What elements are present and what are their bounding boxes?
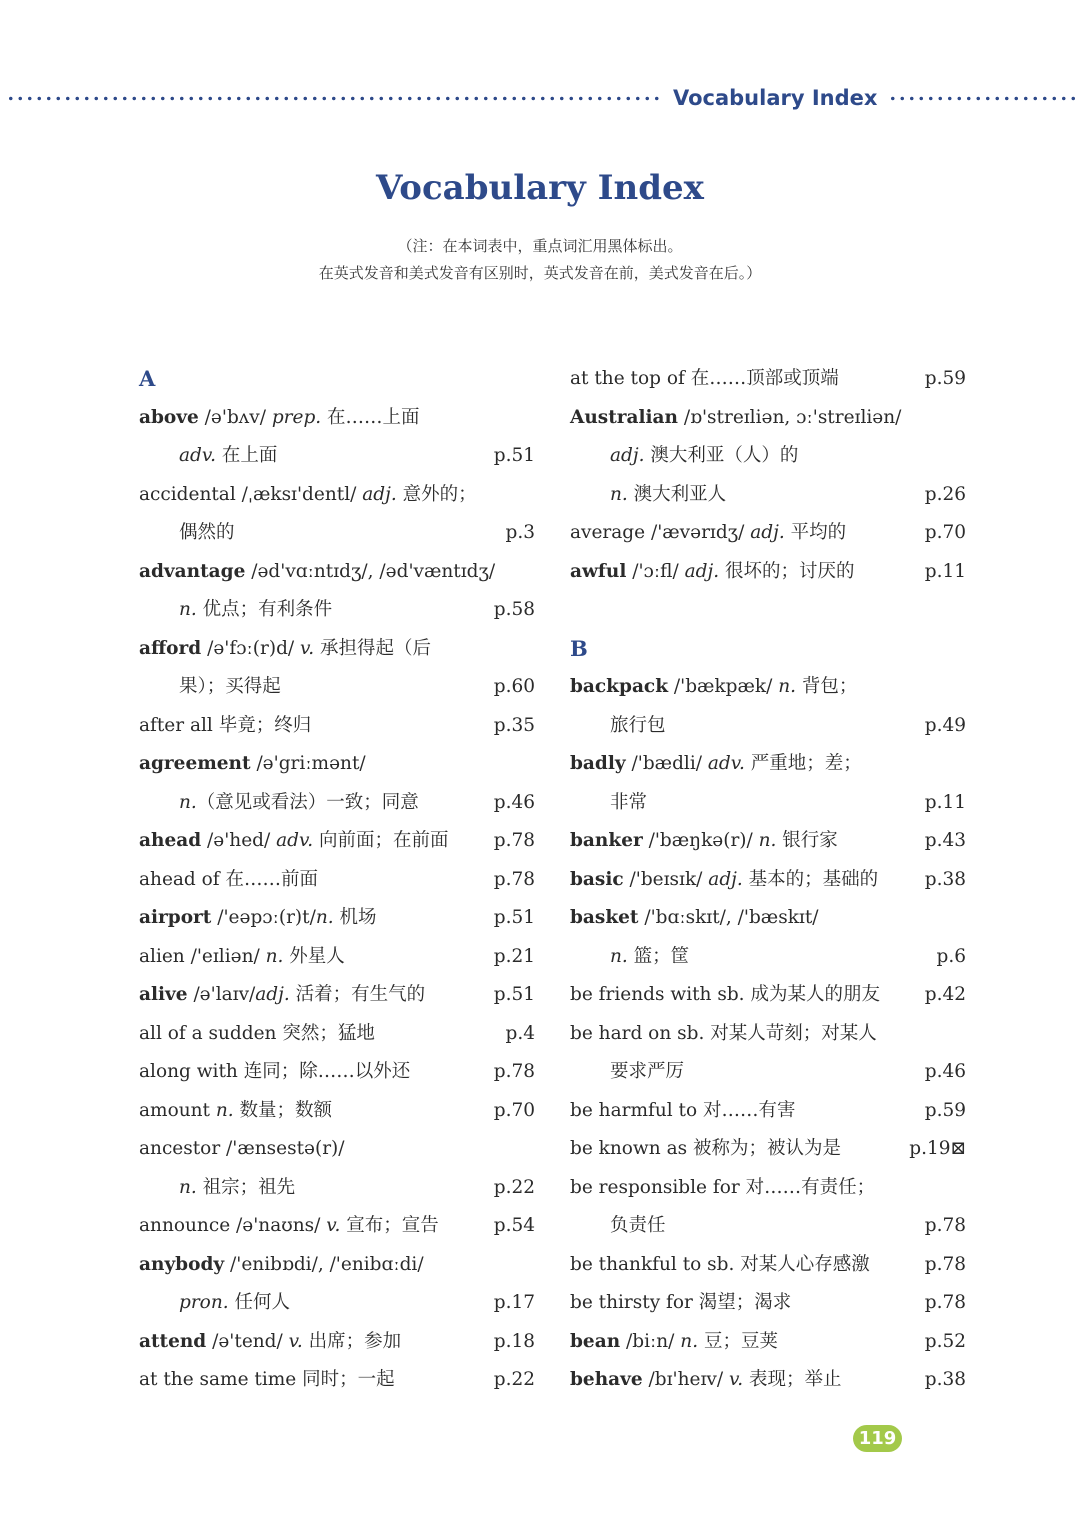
entry-line — [570, 399, 966, 438]
headword: ahead — [139, 830, 202, 851]
entry-text — [570, 1207, 666, 1246]
entry-text — [570, 437, 798, 476]
entry-text — [139, 976, 425, 1015]
entry-text — [570, 1130, 841, 1169]
entry-continuation — [570, 784, 966, 823]
section-letter-text: B — [570, 635, 588, 661]
phonetic: /'ævərɪdʒ/ — [645, 522, 751, 543]
page-reference: p.19⊠ — [909, 1138, 966, 1159]
entry-line — [570, 861, 966, 900]
definition: 在……顶部或顶端 — [684, 368, 839, 389]
phonetic: /əd'vɑːntɪdʒ/, /əd'væntɪdʒ/ — [245, 560, 496, 582]
phonetic: /'beɪsɪk/ — [623, 868, 709, 890]
definition: 祖宗；祖先 — [196, 1176, 296, 1198]
page-reference: p.26 — [924, 483, 966, 505]
phonetic: /ˌæksɪ'dentl/ — [235, 483, 363, 505]
entry-text — [570, 514, 846, 553]
definition: 澳大利亚人 — [627, 483, 727, 505]
entry-text — [139, 514, 235, 553]
entry-text — [139, 822, 449, 861]
entry-text — [139, 861, 318, 900]
headword: all of a sudden — [139, 1022, 277, 1044]
headword: afford — [139, 637, 202, 659]
page-reference: p.11 — [924, 791, 966, 813]
entry-text — [570, 1246, 870, 1285]
part-of-speech: v. — [728, 1369, 744, 1390]
page-reference: p.46 — [924, 1061, 966, 1082]
phonetic: /ə'hed/ — [201, 830, 277, 851]
entry-line — [570, 514, 966, 553]
page-reference: p.78 — [924, 1292, 966, 1313]
page-reference: p.35 — [493, 714, 535, 736]
page-reference: p.54 — [493, 1215, 535, 1236]
page-reference: p.43 — [924, 830, 966, 851]
entry-continuation — [570, 476, 966, 515]
page-reference: p.51 — [493, 984, 535, 1005]
definition: （意见或看法）一致；同意 — [196, 791, 419, 813]
entry-line — [139, 1323, 535, 1362]
page-reference: p.38 — [924, 868, 966, 890]
entry-text — [139, 1092, 332, 1131]
definition: 要求严厉 — [610, 1061, 685, 1082]
entry-continuation — [139, 1169, 535, 1208]
headword: ahead of — [139, 868, 220, 890]
index-column-left — [139, 360, 535, 1400]
definition: 平均的 — [784, 522, 847, 543]
entry-continuation — [139, 437, 535, 476]
definition: 连同；除……以外还 — [237, 1061, 411, 1082]
part-of-speech: v. — [326, 1215, 341, 1236]
definition: 对……有害 — [697, 1099, 796, 1121]
definition: 很坏的；讨厌的 — [719, 560, 855, 582]
definition: 外星人 — [283, 945, 345, 967]
entry-text — [570, 1284, 791, 1323]
page-reference: p.22 — [493, 1176, 535, 1198]
entry-line — [139, 1207, 535, 1246]
entry-line — [139, 1015, 535, 1054]
entry-text — [570, 899, 819, 938]
entry-text — [570, 553, 855, 592]
phonetic: /'ɔːfl/ — [626, 560, 685, 582]
entry-line — [139, 1130, 535, 1169]
definition: 同时；一起 — [296, 1369, 395, 1390]
phonetic: /'ænsestə(r)/ — [220, 1138, 345, 1159]
section-letter — [139, 360, 535, 399]
entry-continuation — [139, 514, 535, 553]
part-of-speech: n. — [265, 945, 284, 967]
blank-line — [570, 591, 966, 630]
entry-continuation — [139, 784, 535, 823]
part-of-speech: adj. — [362, 483, 397, 505]
page-reference: p.21 — [493, 945, 535, 967]
entry-text — [570, 976, 880, 1015]
entry-continuation — [570, 938, 966, 977]
entry-continuation — [139, 591, 535, 630]
entry-line — [570, 1361, 966, 1400]
entry-text — [139, 899, 377, 938]
definition: 突然；猛地 — [276, 1022, 375, 1044]
headword: be responsible for — [570, 1176, 740, 1198]
entry-line — [139, 822, 535, 861]
page-reference: p.38 — [924, 1369, 966, 1390]
headword: backpack — [570, 676, 669, 697]
entry-continuation — [570, 437, 966, 476]
entry-line — [570, 360, 966, 399]
part-of-speech: v. — [288, 1330, 303, 1352]
entry-continuation — [570, 1053, 966, 1092]
definition: 篮；筐 — [627, 945, 690, 967]
part-of-speech: adj. — [255, 984, 290, 1005]
page-reference: p.60 — [493, 676, 535, 697]
entry-text — [139, 1015, 375, 1054]
entry-text — [139, 1284, 290, 1323]
page-reference: p.78 — [924, 1253, 966, 1275]
page-reference: p.78 — [924, 1215, 966, 1236]
entry-line — [570, 1169, 966, 1208]
page-reference: p.52 — [924, 1330, 966, 1352]
page-reference: p.46 — [493, 791, 535, 813]
part-of-speech: adj. — [610, 445, 645, 466]
page-reference: p.59 — [924, 1099, 966, 1121]
definition: 成为某人的朋友 — [744, 984, 880, 1005]
definition: 表现；举止 — [743, 1369, 842, 1390]
headword: above — [139, 406, 199, 428]
page-reference: p.22 — [493, 1369, 535, 1390]
entry-line — [139, 861, 535, 900]
entry-text — [139, 707, 311, 746]
headword: at the same time — [139, 1369, 297, 1390]
entry-line — [570, 745, 966, 784]
page-reference: p.4 — [505, 1022, 535, 1044]
headword: basic — [570, 868, 624, 890]
part-of-speech: n. — [179, 791, 197, 813]
headword: announce — [139, 1215, 231, 1236]
page-reference: p.70 — [493, 1099, 535, 1121]
page-reference: p.18 — [493, 1330, 535, 1352]
header-dots-right — [888, 96, 1078, 101]
definition: 在上面 — [216, 445, 278, 466]
phonetic: /'bæŋkə(r)/ — [642, 830, 759, 851]
entry-line — [139, 899, 535, 938]
headword: badly — [570, 753, 626, 774]
entry-text — [570, 822, 838, 861]
page-reference: p.11 — [924, 560, 966, 582]
headword: accidental — [139, 483, 236, 505]
definition: 意外的； — [396, 483, 477, 505]
headword: awful — [570, 560, 627, 582]
entry-text — [139, 1169, 295, 1208]
entry-continuation — [139, 668, 535, 707]
headword: alien — [139, 945, 185, 967]
entry-text — [570, 476, 726, 515]
entry-line — [570, 1130, 966, 1169]
entry-text — [139, 399, 420, 438]
phonetic: /'bækpæk/ — [668, 676, 779, 697]
definition: 被称为；被认为是 — [687, 1138, 841, 1159]
entry-text — [139, 1130, 345, 1169]
headword: Australian — [570, 406, 678, 428]
headword: be thirsty for — [570, 1292, 693, 1313]
entry-text — [570, 784, 647, 823]
definition: 对某人苛刻；对某人 — [704, 1022, 877, 1044]
entry-text — [139, 553, 495, 592]
entry-line — [570, 1323, 966, 1362]
entry-line — [570, 1246, 966, 1285]
entry-continuation — [570, 1207, 966, 1246]
phonetic: /ə'griːmənt/ — [250, 753, 366, 774]
entry-text — [570, 745, 862, 784]
entry-line — [139, 630, 535, 669]
page-reference: p.78 — [493, 1061, 535, 1082]
part-of-speech: adv. — [707, 753, 745, 774]
definition: 承担得起（后 — [314, 637, 432, 659]
entry-text — [570, 1169, 875, 1208]
section-letter-text: A — [139, 366, 156, 391]
definition: 偶然的 — [179, 522, 235, 543]
part-of-speech: n. — [215, 1099, 234, 1121]
definition: 非常 — [610, 791, 648, 813]
definition: 数量；数额 — [233, 1099, 333, 1121]
headword: airport — [139, 907, 212, 928]
entry-text — [570, 861, 878, 900]
page-title: Vocabulary Index — [376, 168, 704, 208]
header-label: Vocabulary Index — [673, 86, 878, 110]
definition: 优点；有利条件 — [196, 599, 333, 620]
definition: 对……有责任； — [739, 1176, 876, 1198]
headword: advantage — [139, 560, 246, 582]
note-line-2: 在英式发音和美式发音有区别时，英式发音在前，美式发音在后。） — [318, 264, 762, 282]
headword: banker — [570, 830, 643, 851]
page-reference: p.42 — [924, 984, 966, 1005]
entry-line — [570, 668, 966, 707]
phonetic: /bɪ'heɪv/ — [642, 1369, 729, 1390]
entry-line — [139, 476, 535, 515]
entry-line — [139, 1361, 535, 1400]
part-of-speech: n. — [315, 907, 334, 928]
definition: 果）；买得起 — [179, 676, 281, 697]
definition: 负责任 — [610, 1215, 666, 1236]
headword: at the top of — [570, 368, 685, 389]
definition: 基本的；基础的 — [742, 868, 879, 890]
entry-text — [570, 707, 666, 746]
part-of-speech: n. — [610, 483, 628, 505]
phonetic: /'eɪliən/ — [184, 945, 266, 967]
entry-text — [570, 360, 839, 399]
entry-text — [570, 399, 901, 438]
headword: agreement — [139, 753, 251, 774]
index-column-right — [570, 360, 966, 1400]
definition: 对某人心存感激 — [734, 1253, 870, 1275]
headword: be harmful to — [570, 1099, 698, 1121]
part-of-speech: n. — [680, 1330, 699, 1352]
entry-text — [139, 784, 419, 823]
phonetic: /'bædli/ — [625, 753, 708, 774]
entry-line — [139, 553, 535, 592]
entry-line — [139, 745, 535, 784]
page-reference: p.17 — [493, 1292, 535, 1313]
definition: 背包； — [796, 676, 858, 697]
entry-line — [570, 1092, 966, 1131]
headword: be known as — [570, 1138, 688, 1159]
phonetic: /'bɑːskɪt/, /'bæskɪt/ — [638, 907, 819, 928]
entry-text — [570, 1053, 684, 1092]
entry-text — [570, 1015, 877, 1054]
part-of-speech: n. — [758, 830, 777, 851]
entry-continuation — [570, 707, 966, 746]
page-reference: p.3 — [505, 522, 535, 543]
definition: 严重地；差； — [744, 753, 862, 774]
definition: 任何人 — [228, 1292, 291, 1313]
header-dots-left — [6, 96, 662, 101]
entry-text — [570, 1361, 842, 1400]
entry-text — [139, 1246, 424, 1285]
entry-line — [570, 822, 966, 861]
part-of-speech: adv. — [179, 445, 217, 466]
entry-text — [139, 938, 345, 977]
entry-line — [570, 1015, 966, 1054]
page-reference: p.58 — [493, 599, 535, 620]
entry-text — [139, 1323, 401, 1362]
definition: 豆；豆荚 — [698, 1330, 778, 1352]
headword: anybody — [139, 1253, 225, 1275]
phonetic: /ə'bʌv/ — [198, 406, 272, 428]
phonetic: /ə'tend/ — [206, 1330, 289, 1352]
definition: 在……前面 — [219, 868, 319, 890]
entry-text — [139, 668, 281, 707]
entry-line — [570, 1284, 966, 1323]
page-reference: p.51 — [493, 445, 535, 466]
part-of-speech: n. — [179, 599, 197, 620]
definition: 毕竟；终归 — [212, 714, 312, 736]
part-of-speech: adv. — [276, 830, 314, 851]
page-reference: p.70 — [924, 522, 966, 543]
definition: 旅行包 — [610, 714, 666, 736]
part-of-speech: n. — [778, 676, 797, 697]
entry-text — [139, 630, 431, 669]
page-reference: p.6 — [936, 945, 966, 967]
section-letter — [570, 630, 966, 669]
entry-text — [570, 1092, 796, 1131]
entry-text — [139, 1053, 410, 1092]
entry-text — [139, 437, 277, 476]
part-of-speech: n. — [610, 945, 628, 967]
headword: along with — [139, 1061, 238, 1082]
headword: after all — [139, 714, 213, 736]
definition: 机场 — [333, 907, 377, 928]
phonetic: /'eəpɔː(r)t/ — [211, 907, 316, 928]
headword: alive — [139, 984, 188, 1005]
entry-line — [139, 1053, 535, 1092]
page-reference: p.51 — [493, 907, 535, 928]
page-reference: p.49 — [924, 714, 966, 736]
definition: 出席；参加 — [302, 1330, 402, 1352]
entry-text — [139, 745, 366, 784]
headword: basket — [570, 907, 639, 928]
phonetic: /ə'fɔː(r)d/ — [201, 637, 301, 659]
entry-text — [139, 1361, 395, 1400]
headword: average — [570, 522, 646, 543]
entry-line — [139, 399, 535, 438]
page-reference: p.59 — [924, 368, 966, 389]
part-of-speech: pron. — [179, 1292, 229, 1313]
definition: 渴望；渴求 — [692, 1292, 792, 1313]
definition: 向前面；在前面 — [313, 830, 449, 851]
headword: bean — [570, 1330, 621, 1352]
entry-text — [570, 1323, 778, 1362]
phonetic: /ə'laɪv/ — [187, 984, 256, 1005]
page-reference: p.78 — [493, 868, 535, 890]
page-reference: p.78 — [493, 830, 535, 851]
part-of-speech: n. — [179, 1176, 197, 1198]
entry-line — [139, 976, 535, 1015]
entry-text — [570, 938, 689, 977]
entry-line — [139, 1246, 535, 1285]
headword: ancestor — [139, 1138, 221, 1159]
entry-text — [570, 668, 857, 707]
definition: 银行家 — [776, 830, 838, 851]
definition: 澳大利亚（人）的 — [644, 445, 799, 466]
headword: attend — [139, 1330, 207, 1352]
part-of-speech: adj. — [684, 560, 720, 582]
part-of-speech: adj. — [708, 868, 743, 890]
definition: 在……上面 — [321, 406, 420, 428]
entry-line — [139, 1092, 535, 1131]
headword: be thankful to sb. — [570, 1253, 735, 1275]
entry-continuation — [139, 1284, 535, 1323]
page-number-badge: 119 — [853, 1425, 902, 1452]
headword: amount — [139, 1099, 210, 1121]
definition: 活着；有生气的 — [289, 984, 426, 1005]
part-of-speech: v. — [300, 637, 315, 659]
entry-text — [139, 591, 332, 630]
entry-text — [139, 1207, 439, 1246]
definition: 宣布；宣告 — [340, 1215, 439, 1236]
note-line-1: （注：在本词表中，重点词汇用黑体标出。 — [397, 237, 683, 255]
headword: behave — [570, 1369, 643, 1390]
entry-line — [570, 553, 966, 592]
entry-line — [570, 899, 966, 938]
headword: be hard on sb. — [570, 1022, 705, 1044]
entry-line — [139, 938, 535, 977]
headword: be friends with sb. — [570, 984, 745, 1005]
part-of-speech: adj. — [750, 522, 785, 543]
entry-text — [139, 476, 477, 515]
phonetic: /ə'naʊns/ — [230, 1215, 327, 1236]
part-of-speech: prep. — [271, 406, 322, 428]
phonetic: /ɒ'streɪliən, ɔː'streɪliən/ — [678, 406, 902, 428]
phonetic: /'enibɒdi/, /'enibɑːdi/ — [224, 1253, 424, 1275]
entry-line — [139, 707, 535, 746]
running-header — [0, 84, 1080, 112]
phonetic: /biːn/ — [620, 1330, 681, 1352]
entry-line — [570, 976, 966, 1015]
